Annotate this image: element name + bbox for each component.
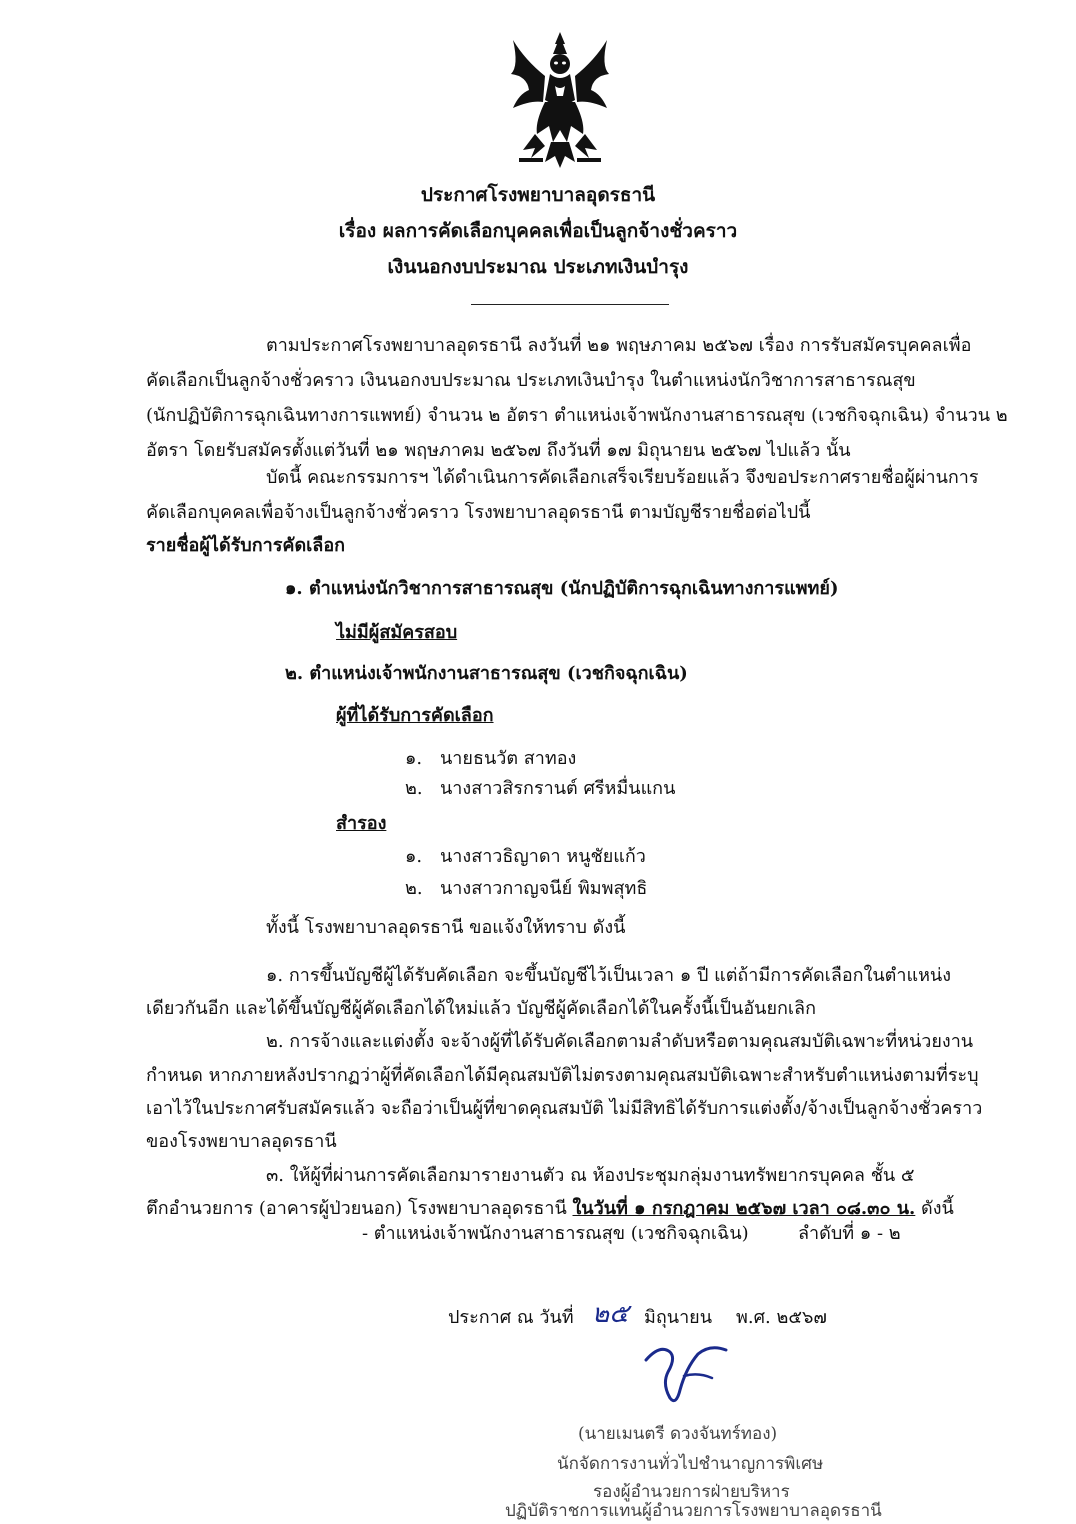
position-1-note: ไม่มีผู้สมัครสอบ [336,622,458,643]
selected-item-name: นายธนวัต สาทอง [440,748,577,769]
notice-suffix: ดังนี้ [915,1198,954,1219]
signatory-name: (นายเมนตรี ดวงจันทร์ทอง) [578,1424,778,1444]
announce-year: พ.ศ. ๒๕๖๗ [736,1307,827,1328]
header-title: ประกาศโรงพยาบาลอุดรธานี [420,184,656,206]
reserve-heading: สำรอง [336,813,387,834]
intro-line: บัดนี้ คณะกรรมการฯ ได้ดำเนินการคัดเลือกเสร็จเรียบร้อยแล้ว จึงขอประกาศรายชื่อผู้ผ่านการ [266,467,979,488]
announce-prefix: ประกาศ ณ วันที่ [448,1307,574,1328]
notice-line: เอาไว้ในประกาศรับสมัครแล้ว จะถือว่าเป็นผู้ที่ขาดคุณสมบัติ ไม่มีสิทธิได้รับการแต่งตั้ง/จ้างเป็นลูกจ้างชั่วคราว [146,1098,983,1119]
header-divider [471,304,669,305]
reserve-item-no: ๒. [405,878,423,899]
position-2-title: ๒. ตำแหน่งเจ้าพนักงานสาธารณสุข (เวชกิจฉุกเฉิน) [285,663,688,684]
results-heading: รายชื่อผู้ได้รับการคัดเลือก [146,535,346,556]
notice-line: กำหนด หากภายหลังปรากฏว่าผู้ที่คัดเลือกได้มีคุณสมบัติไม่ตรงตามคุณสมบัติเฉพาะสำหรับตำแหน่งตามที่ระบุ [146,1065,979,1086]
notice-line: ๑. การขึ้นบัญชีผู้ได้รับคัดเลือก จะขึ้นบัญชีไว้เป็นเวลา ๑ ปี แต่ถ้ามีการคัดเลือกในตำแหน่ง [266,965,952,986]
selected-item-no: ๑. [405,748,423,769]
report-position: - ตำแหน่งเจ้าพนักงานสาธารณสุข (เวชกิจฉุกเฉิน) [362,1223,749,1244]
reserve-item-name: นางสาวกาญจนีย์ พิมพสุทธิ [440,878,648,899]
selected-item-no: ๒. [405,778,423,799]
position-1-title: ๑. ตำแหน่งนักวิชาการสาธารณสุข (นักปฏิบัติการฉุกเฉินทางการแพทย์) [285,578,839,599]
report-date: ในวันที่ ๑ กรกฎาคม ๒๕๖๗ เวลา ๐๘.๓๐ น. [572,1198,916,1219]
report-order: ลำดับที่ ๑ - ๒ [798,1223,901,1244]
notice-line: ๓. ให้ผู้ที่ผ่านการคัดเลือกมารายงานตัว ณ ห้องประชุมกลุ่มงานทรัพยากรบุคคล ชั้น ๕ [266,1165,915,1186]
notice-line: ๒. การจ้างและแต่งตั้ง จะจ้างผู้ที่ได้รับคัดเลือกตามลำดับหรือตามคุณสมบัติเฉพาะที่หน่วยงาน [266,1031,974,1052]
notice-line: เดียวกันอีก และได้ขึ้นบัญชีผู้คัดเลือกได้ใหม่แล้ว บัญชีผู้คัดเลือกได้ในครั้งนี้เป็นอันยกเลิก [146,998,816,1019]
selected-heading: ผู้ที่ได้รับการคัดเลือก [336,705,494,726]
selected-item-name: นางสาวสิรกรานต์ ศรีหมื่นแกน [440,778,676,799]
signatory-title: นักจัดการงานทั่วไปชำนาญการพิเศษ [557,1454,824,1474]
intro-line: ตามประกาศโรงพยาบาลอุดรธานี ลงวันที่ ๒๑ พฤษภาคม ๒๕๖๗ เรื่อง การรับสมัครบุคคลเพื่อ [266,335,972,356]
notice-line: ของโรงพยาบาลอุดรธานี [146,1131,337,1152]
announce-day: ๒๕ [592,1299,629,1329]
reserve-item-no: ๑. [405,846,423,867]
header-budget-type: เงินนอกงบประมาณ ประเภทเงินบำรุง [387,256,689,278]
garuda-emblem-icon [505,30,615,172]
intro-line: อัตรา โดยรับสมัครตั้งแต่วันที่ ๒๑ พฤษภาคม ๒๕๖๗ ถึงวันที่ ๑๗ มิถุนายน ๒๕๖๗ ไปแล้ว นั้น [146,440,851,461]
handwritten-signature-icon [640,1338,732,1410]
intro-line: (นักปฏิบัติการฉุกเฉินทางการแพทย์) จำนวน ๒ อัตรา ตำแหน่งเจ้าพนักงานสาธารณสุข (เวชกิจฉุกเฉิน) จำนวน ๒ [146,405,1008,426]
intro-line: คัดเลือกเป็นลูกจ้างชั่วคราว เงินนอกงบประมาณ ประเภทเงินบำรุง ในตำแหน่งนักวิชาการสาธารณสุข [146,370,916,391]
signatory-role: รองผู้อำนวยการฝ่ายบริหาร [593,1482,790,1502]
notice-lead: ทั้งนี้ โรงพยาบาลอุดรธานี ขอแจ้งให้ทราบ ดังนี้ [266,917,626,938]
intro-line: คัดเลือกบุคคลเพื่อจ้างเป็นลูกจ้างชั่วคราว โรงพยาบาลอุดรธานี ตามบัญชีรายชื่อต่อไปนี้ [146,502,811,523]
notice-venue: ตึกอำนวยการ (อาคารผู้ป่วยนอก) โรงพยาบาลอุดรธานี [146,1198,573,1219]
announce-month: มิถุนายน [644,1307,713,1328]
signatory-acting: ปฏิบัติราชการแทนผู้อำนวยการโรงพยาบาลอุดรธานี [505,1501,882,1521]
header-subject: เรื่อง ผลการคัดเลือกบุคคลเพื่อเป็นลูกจ้างชั่วคราว [338,220,738,242]
reserve-item-name: นางสาวธิญาดา หนูชัยแก้ว [440,846,646,867]
